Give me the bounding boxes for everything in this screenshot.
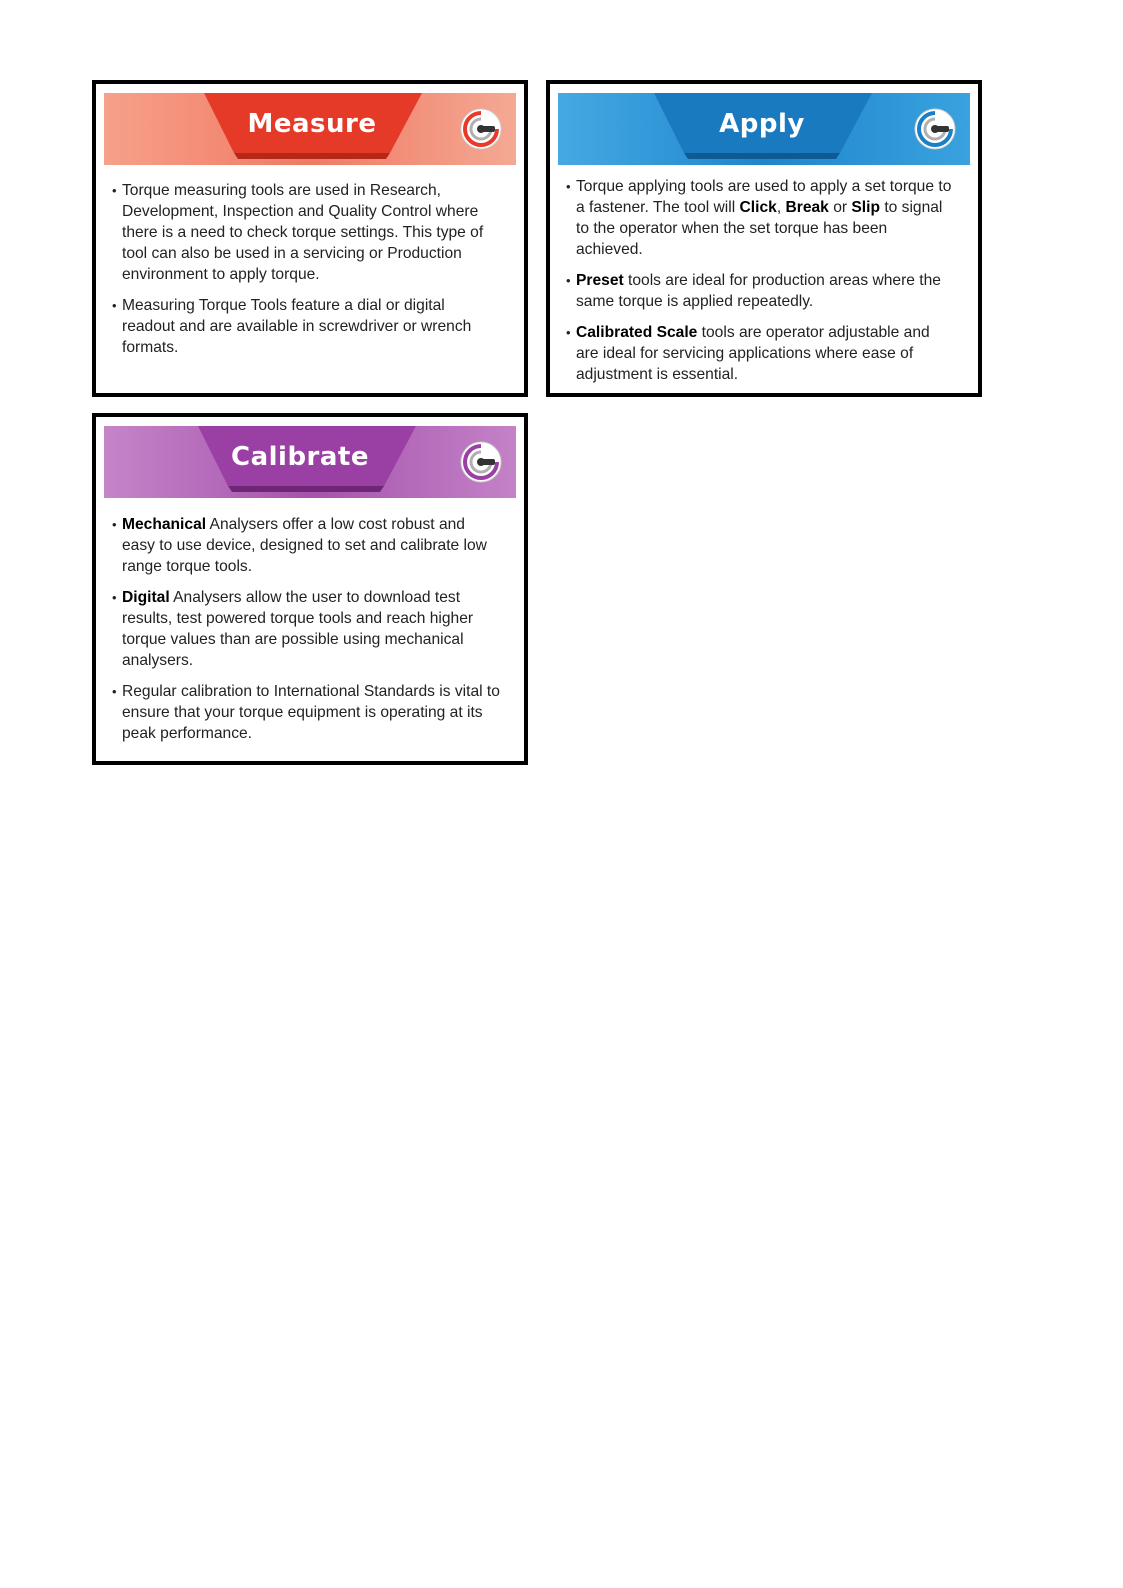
apply-card: [546, 80, 982, 397]
apply-bullet-3: • Calibrated Scale tools are operator adjustable and are ideal for servicing applications where ease of adjustment is essential.: [566, 322, 954, 385]
apply-body: [566, 176, 954, 395]
calibrate-bullet-1: • Mechanical Analysers offer a low cost robust and easy to use device, designed to set and calibrate low range torque tools.: [112, 514, 500, 577]
measure-bullet-2: • Measuring Torque Tools feature a dial or digital readout and are available in screwdriver or wrench formats.: [112, 295, 500, 358]
torque-logo-icon: [460, 108, 502, 150]
calibrate-title: Calibrate: [231, 442, 369, 472]
measure-body: [112, 180, 500, 368]
apply-bullet-1: • Torque applying tools are used to apply a set torque to a fastener. The tool will Click, Break or Slip to signal to the operator when the set torque has been achieved.: [566, 176, 954, 260]
measure-title: Measure: [247, 109, 377, 139]
calibrate-body: [112, 514, 500, 754]
apply-bullet-2: • Preset tools are ideal for production areas where the same torque is applied repeatedly.: [566, 270, 954, 312]
calibrate-bullet-2: • Digital Analysers allow the user to download test results, test powered torque tools and reach higher torque values than are possible using mechanical analysers.: [112, 587, 500, 671]
calibrate-card: [92, 413, 528, 765]
measure-bullet-1: • Torque measuring tools are used in Research, Development, Inspection and Quality Control where there is a need to check torque settings. This type of tool can also be used in a servicing or Production environment to apply torque.: [112, 180, 500, 285]
measure-banner: [104, 93, 516, 165]
calibrate-bullet-3: • Regular calibration to International Standards is vital to ensure that your torque equipment is operating at its peak performance.: [112, 681, 500, 744]
torque-logo-icon: [460, 441, 502, 483]
calibrate-banner: [104, 426, 516, 498]
apply-title: Apply: [719, 109, 805, 139]
torque-logo-icon: [914, 108, 956, 150]
measure-card: [92, 80, 528, 397]
apply-banner: [558, 93, 970, 165]
